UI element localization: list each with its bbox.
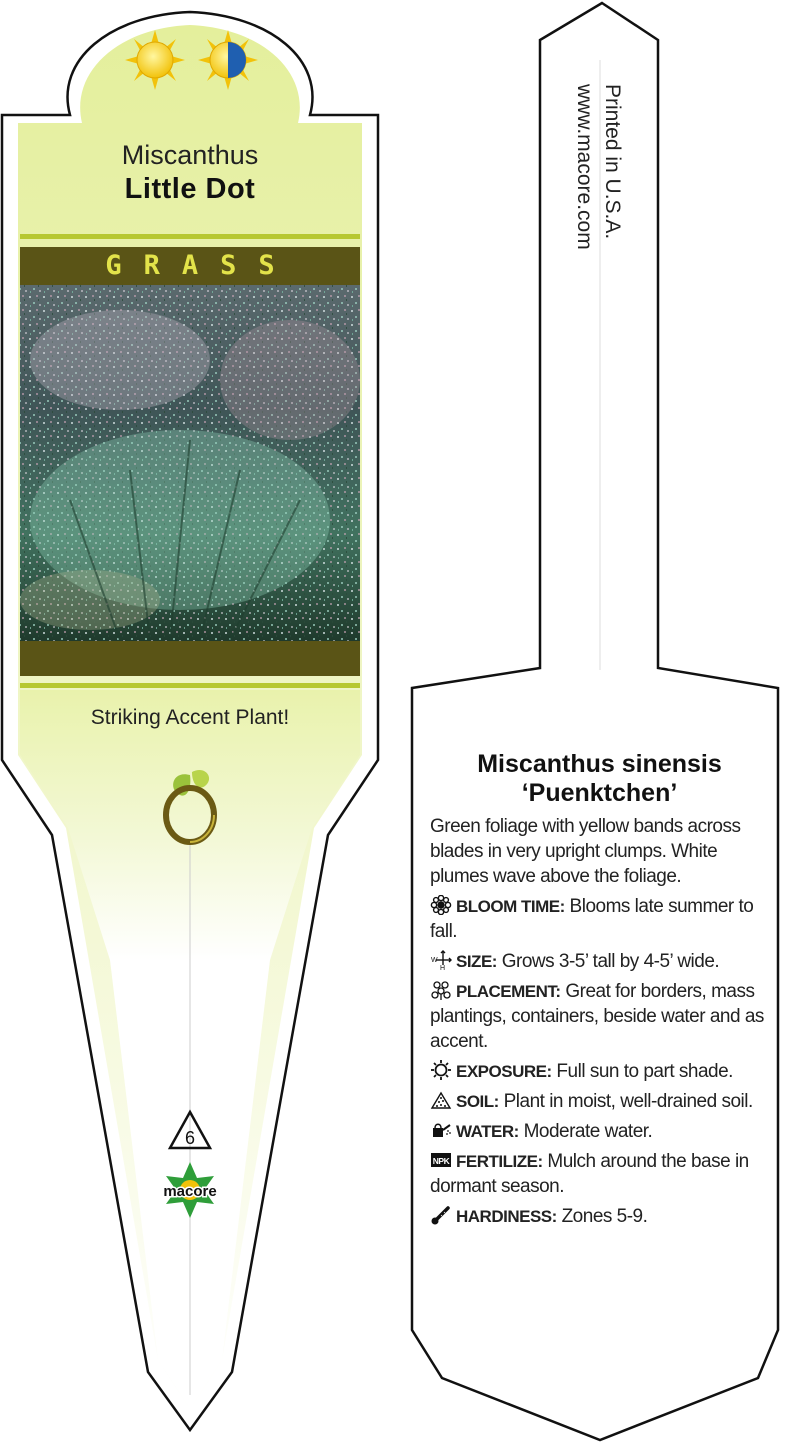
cultivar-name: Little Dot <box>124 173 256 205</box>
fertilize-row: NPK FERTILIZE: Mulch around the base in dormant season. <box>430 1151 749 1197</box>
recycle-number: 6 <box>184 1128 196 1148</box>
category-label: GRASS <box>105 250 297 281</box>
size-row: W H SIZE: Grows 3-5’ tall by 4-5’ wide. <box>431 951 720 972</box>
hardiness-row: HARDINESS: Zones 5-9. <box>430 1204 775 1229</box>
botanical-name: Miscanthus sinensis ‘Puenktchen’ <box>477 750 722 807</box>
tagline: Striking Accent Plant! <box>90 706 290 729</box>
placement-icon <box>430 980 452 1000</box>
soil-icon <box>430 1090 452 1110</box>
thermometer-icon <box>430 1205 452 1225</box>
bloom-time-row: BLOOM TIME: Blooms late summer to fall. <box>430 896 754 942</box>
flower-icon <box>430 895 452 915</box>
care-info <box>430 750 775 1229</box>
printed-in-label: Printed in U.S.A. <box>601 84 624 240</box>
description: Green foliage with yellow bands across blades in very upright clumps. White plumes wave above the foliage. <box>430 816 741 887</box>
npk-icon <box>430 1150 452 1170</box>
size-icon <box>430 950 452 970</box>
svg-text:W: W <box>431 957 438 964</box>
svg-text:H: H <box>440 965 445 970</box>
full-sun-icon <box>125 30 185 90</box>
water-row: WATER: Moderate water. <box>430 1119 775 1144</box>
brand-name: macore <box>163 1183 217 1200</box>
placement-row: PLACEMENT: Great for borders, mass plantings, containers, beside water and as accent. <box>430 981 764 1052</box>
sun-icon <box>430 1060 452 1080</box>
part-sun-icon <box>198 30 258 90</box>
watering-can-icon <box>430 1120 452 1140</box>
website-url: www.macore.com <box>573 84 596 250</box>
soil-row: SOIL: Plant in moist, well-drained soil. <box>430 1089 775 1114</box>
exposure-row: EXPOSURE: Full sun to part shade. <box>430 1059 775 1084</box>
svg-text:NPK: NPK <box>432 1156 450 1166</box>
common-name: Miscanthus <box>121 140 259 170</box>
